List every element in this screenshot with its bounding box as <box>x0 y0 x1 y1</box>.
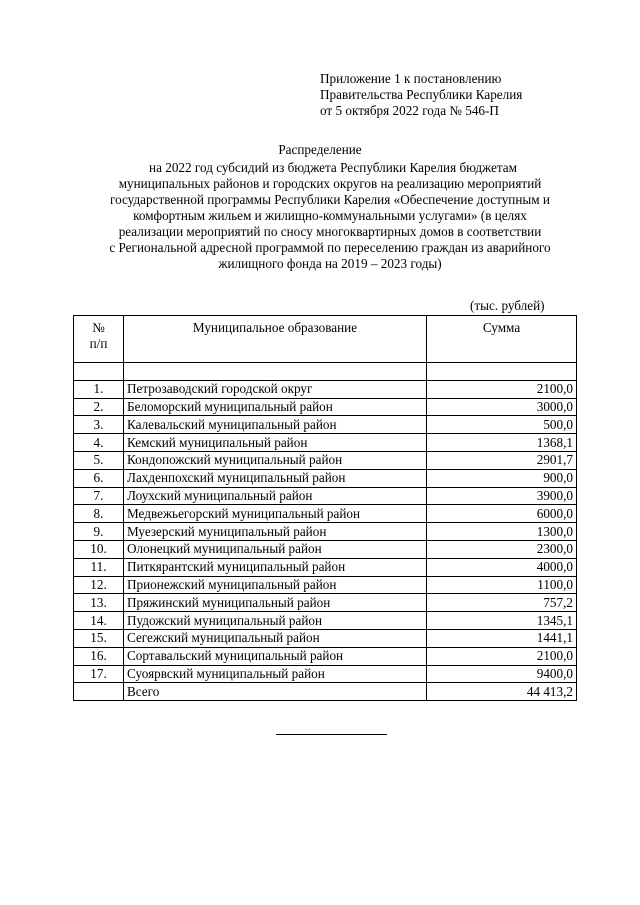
table-row <box>74 505 577 523</box>
total-label: Всего <box>124 683 427 701</box>
table-row <box>74 540 577 558</box>
row-municipality: Олонецкий муниципальный район <box>124 540 427 558</box>
description-line: с Региональной адресной программой по переселению граждан из аварийного <box>109 240 551 255</box>
table-row <box>74 380 577 398</box>
header-sum: Сумма <box>427 316 577 363</box>
row-municipality: Беломорский муниципальный район <box>124 398 427 416</box>
row-number: 10. <box>74 540 124 558</box>
header-number <box>74 316 124 363</box>
row-sum: 1100,0 <box>427 576 577 594</box>
row-municipality: Кондопожский муниципальный район <box>124 451 427 469</box>
table-row <box>74 398 577 416</box>
row-sum: 1441,1 <box>427 629 577 647</box>
description-line: государственной программы Республики Карелия «Обеспечение доступным и <box>110 192 550 207</box>
row-sum: 2300,0 <box>427 540 577 558</box>
table-row <box>74 647 577 665</box>
row-sum: 1368,1 <box>427 434 577 452</box>
row-number: 13. <box>74 594 124 612</box>
header-number-abbr: п/п <box>89 336 108 351</box>
document-heading: Распределение <box>278 142 362 157</box>
row-sum: 500,0 <box>427 416 577 434</box>
table-total-row <box>74 683 577 701</box>
table-row <box>74 451 577 469</box>
unit-label: (тыс. рублей) <box>470 298 545 313</box>
row-municipality: Лоухский муниципальный район <box>124 487 427 505</box>
row-sum: 2901,7 <box>427 451 577 469</box>
row-number: 17. <box>74 665 124 683</box>
row-number: 5. <box>74 451 124 469</box>
row-number: 1. <box>74 380 124 398</box>
table-row <box>74 434 577 452</box>
row-municipality: Муезерский муниципальный район <box>124 523 427 541</box>
appendix-header <box>320 71 620 119</box>
table-row <box>74 665 577 683</box>
total-sum: 44 413,2 <box>427 683 577 701</box>
row-number: 4. <box>74 434 124 452</box>
table-row <box>74 487 577 505</box>
row-municipality: Лахденпохский муниципальный район <box>124 469 427 487</box>
description-line: жилищного фонда на 2019 – 2023 годы) <box>218 256 442 271</box>
table-header-row <box>74 316 577 363</box>
description-line: комфортным жильем и жилищно-коммунальными услугами» (в целях <box>133 208 527 223</box>
row-sum: 1300,0 <box>427 523 577 541</box>
table-row <box>74 416 577 434</box>
row-municipality: Питкярантский муниципальный район <box>124 558 427 576</box>
row-municipality: Прионежский муниципальный район <box>124 576 427 594</box>
table-row <box>74 629 577 647</box>
row-sum: 6000,0 <box>427 505 577 523</box>
row-number: 3. <box>74 416 124 434</box>
table-row <box>74 558 577 576</box>
row-sum: 3000,0 <box>427 398 577 416</box>
row-sum: 9400,0 <box>427 665 577 683</box>
row-number: 9. <box>74 523 124 541</box>
description-line: реализации мероприятий по сносу многоквартирных домов в соответствии <box>118 224 542 239</box>
header-municipality: Муниципальное образование <box>124 316 427 363</box>
row-sum: 4000,0 <box>427 558 577 576</box>
row-sum: 757,2 <box>427 594 577 612</box>
row-sum: 1345,1 <box>427 612 577 630</box>
row-municipality: Петрозаводский городской округ <box>124 380 427 398</box>
row-sum: 2100,0 <box>427 380 577 398</box>
row-municipality: Медвежьегорский муниципальный район <box>124 505 427 523</box>
closing-line <box>276 734 387 735</box>
row-number: 15. <box>74 629 124 647</box>
row-number: 16. <box>74 647 124 665</box>
row-municipality: Сортавальский муниципальный район <box>124 647 427 665</box>
row-municipality: Пудожский муниципальный район <box>124 612 427 630</box>
row-number: 11. <box>74 558 124 576</box>
spacer-row <box>74 363 577 381</box>
total-number <box>74 683 124 701</box>
row-municipality: Кемский муниципальный район <box>124 434 427 452</box>
distribution-table <box>73 315 577 701</box>
table-row <box>74 469 577 487</box>
row-municipality: Сегежский муниципальный район <box>124 629 427 647</box>
table-row <box>74 523 577 541</box>
row-number: 8. <box>74 505 124 523</box>
row-municipality: Суоярвский муниципальный район <box>124 665 427 683</box>
description-line: на 2022 год субсидий из бюджета Республики Карелия бюджетам <box>149 160 517 175</box>
appendix-line-1: Приложение 1 к постановлению <box>320 71 502 86</box>
row-sum: 900,0 <box>427 469 577 487</box>
description-line: муниципальных районов и городских округов на реализацию мероприятий <box>118 176 542 191</box>
header-number-symbol: № <box>92 320 105 335</box>
document-description <box>70 160 590 272</box>
table-row <box>74 612 577 630</box>
row-number: 14. <box>74 612 124 630</box>
row-sum: 2100,0 <box>427 647 577 665</box>
row-number: 7. <box>74 487 124 505</box>
appendix-line-2: Правительства Республики Карелия <box>320 87 523 102</box>
row-number: 2. <box>74 398 124 416</box>
appendix-line-3: от 5 октября 2022 года № 546-П <box>320 103 499 118</box>
table-row <box>74 576 577 594</box>
table-row <box>74 594 577 612</box>
row-municipality: Калевальский муниципальный район <box>124 416 427 434</box>
row-municipality: Пряжинский муниципальный район <box>124 594 427 612</box>
row-number: 6. <box>74 469 124 487</box>
row-number: 12. <box>74 576 124 594</box>
row-sum: 3900,0 <box>427 487 577 505</box>
